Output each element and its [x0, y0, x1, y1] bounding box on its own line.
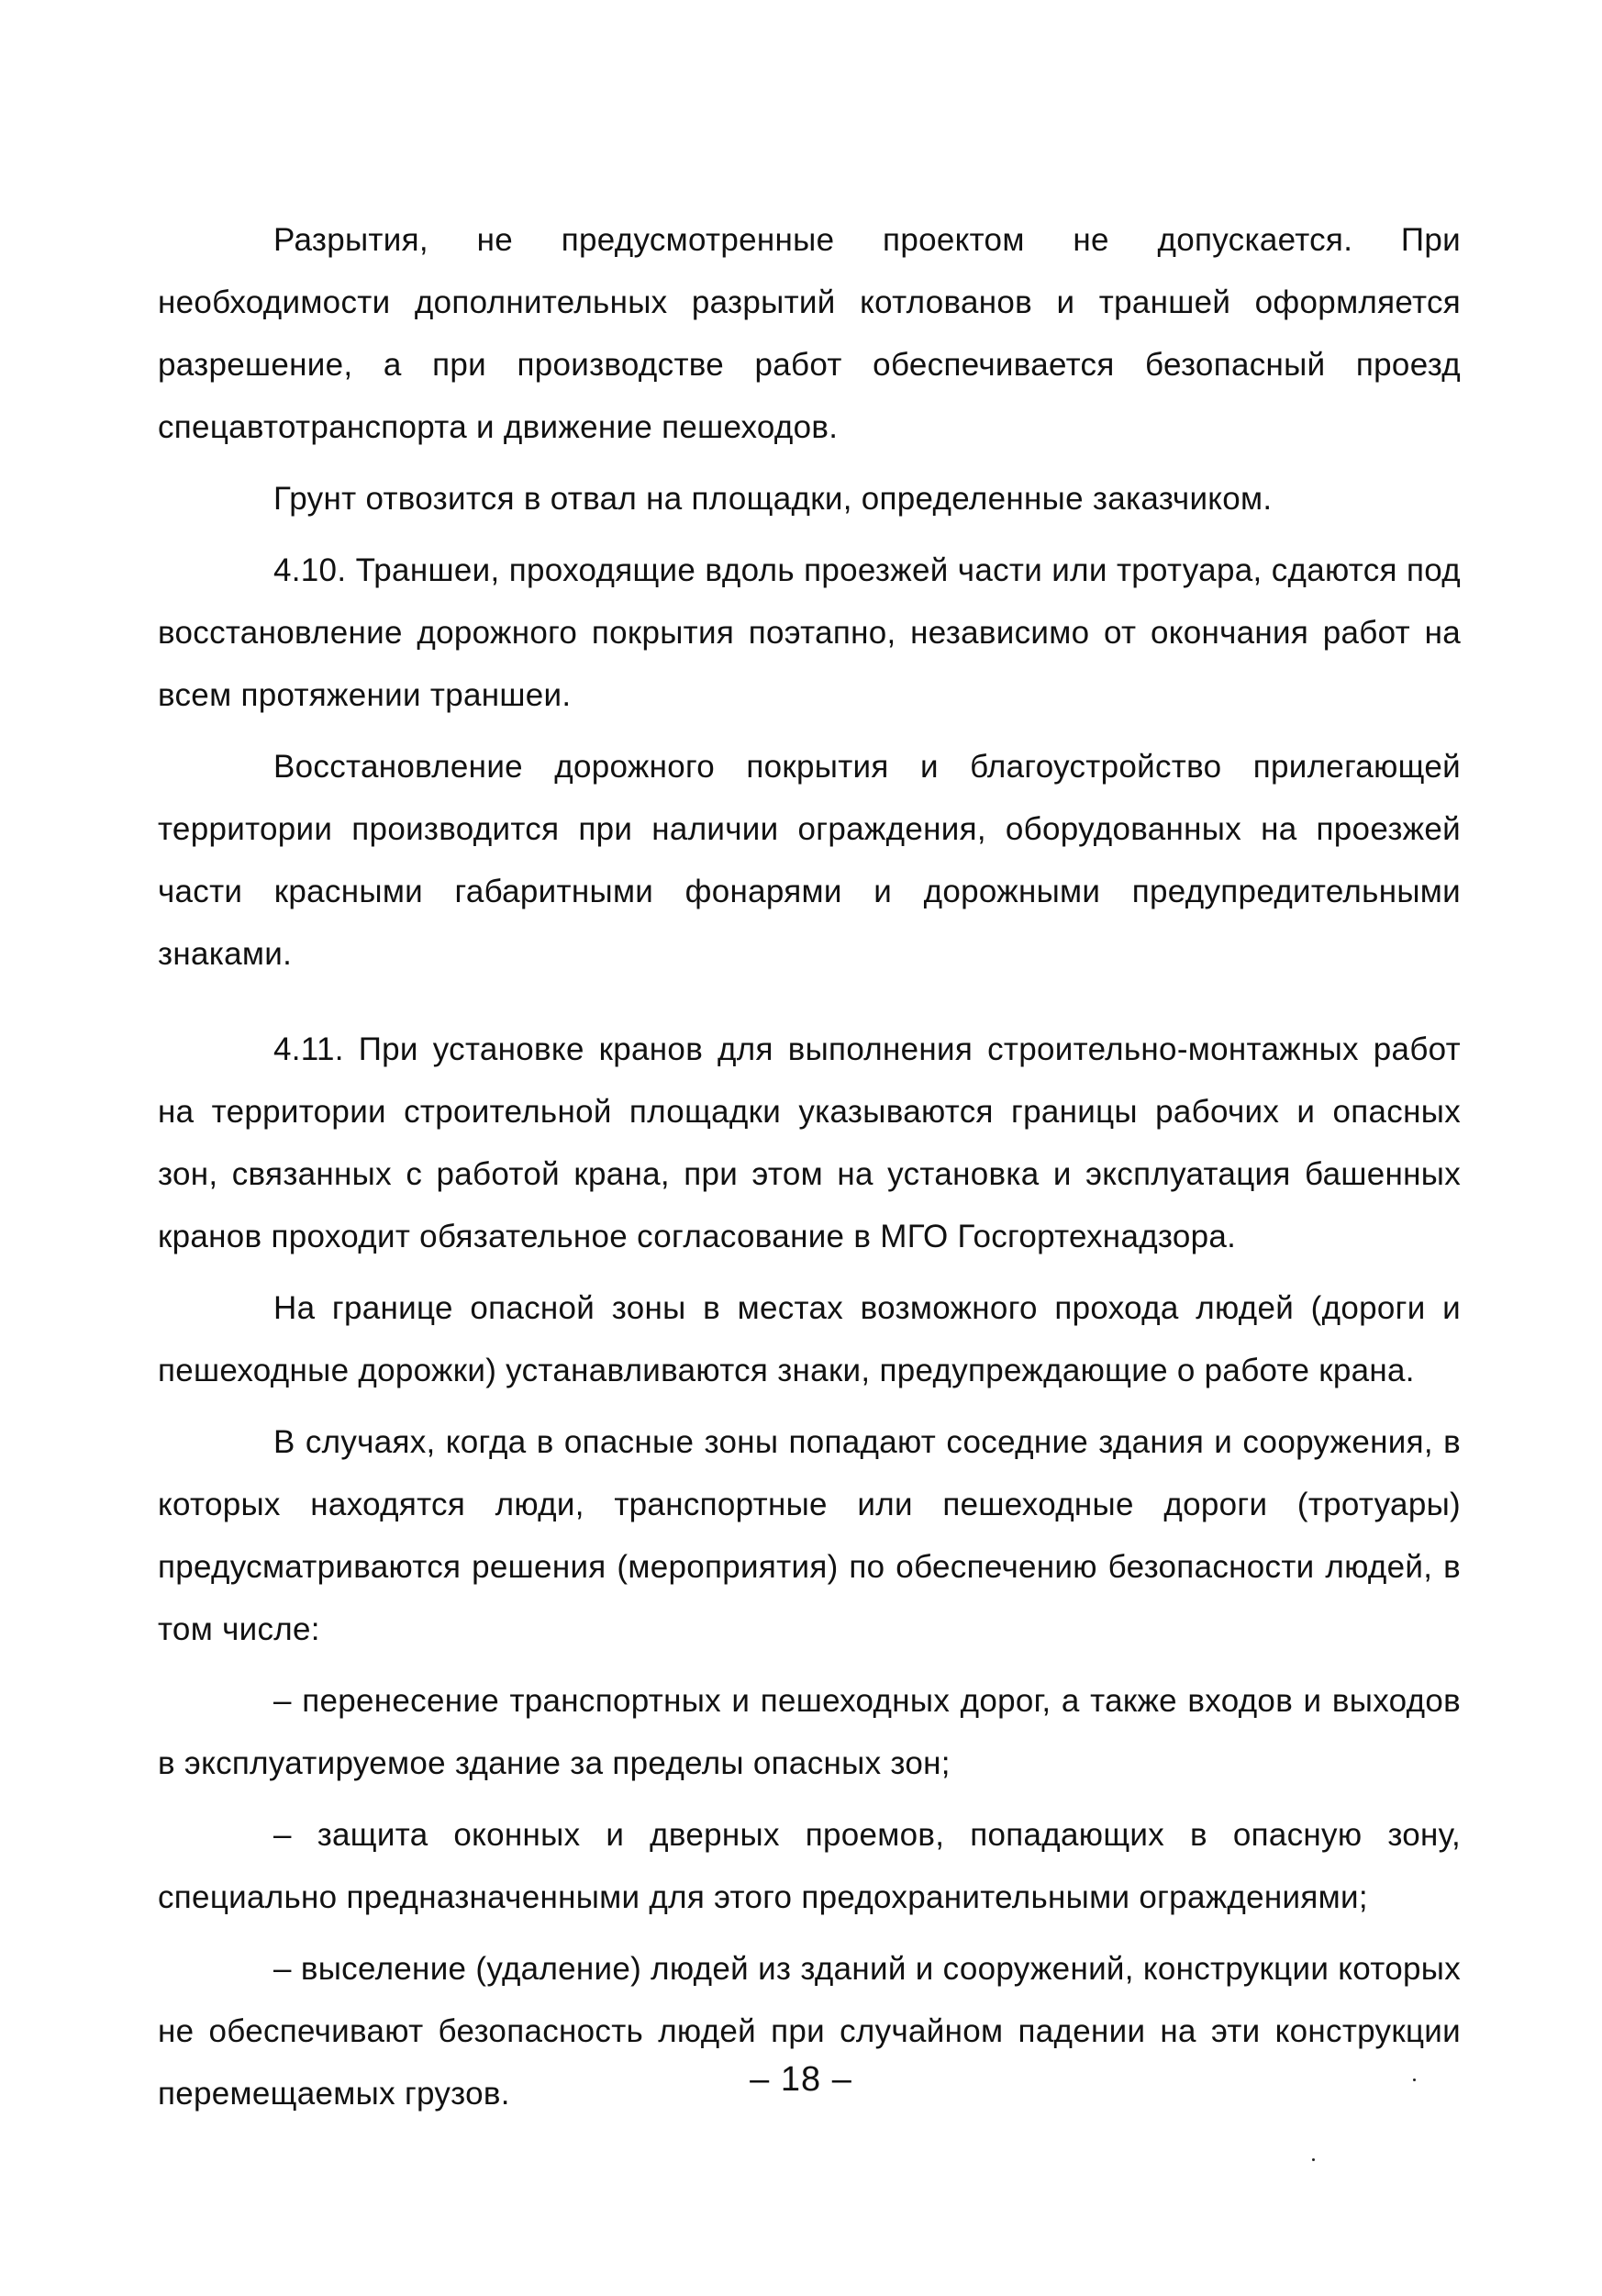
scan-speck — [1312, 2158, 1315, 2161]
paragraph-4-11: 4.11. При установке кранов для выполнения строительно-монтажных работ на территории строительной площадки указываются границы рабочих и опасных зон, связанных с работой крана, при этом на установка и эксплуатация башенных кранов проходит обязательное согласование в МГО Госгортехнадзора. — [158, 1031, 1461, 1254]
paragraph-neighbouring-buildings: В случаях, когда в опасные зоны попадают соседние здания и сооружения, в которых находятся люди, транспортные или пешеходные дороги (тротуары) предусматриваются решения (мероприятия) по обеспечению безопасности людей, в том числе: — [158, 1424, 1461, 1647]
paragraph-excavations: Разрытия, не предусмотренные проектом не допускается. При необходимости дополнительных разрытий котлованов и траншей оформляется разрешение, а при производстве работ обеспечивается безопасный проезд спецавтотранспорта и движение пешеходов. — [158, 222, 1461, 445]
page-number: – 18 – — [750, 2060, 852, 2099]
paragraph-restoration: Восстановление дорожного покрытия и благоустройство прилегающей территории производится при наличии ограждения, оборудованных на проезжей части красными габаритными фонарями и дорожными предупредительными знаками. — [158, 749, 1461, 972]
list-item-window-protection: – защита оконных и дверных проемов, попадающих в опасную зону, специально предназначенными для этого предохранительными ограждениями; — [158, 1817, 1461, 1915]
paragraph-danger-zone-border: На границе опасной зоны в местах возможного прохода людей (дороги и пешеходные дорожки) устанавливаются знаки, предупреждающие о работе крана. — [158, 1290, 1461, 1388]
list-item-evacuation: – выселение (удаление) людей из зданий и сооружений, конструкции которых не обеспечивают безопасность людей при случайном падении на эти конструкции перемещаемых грузов. — [158, 1951, 1461, 2112]
scan-speck — [1413, 2079, 1416, 2081]
paragraph-soil-removal: Грунт отвозится в отвал на площадки, определенные заказчиком. — [273, 481, 1273, 517]
list-item-relocation: – перенесение транспортных и пешеходных дорог, а также входов и выходов в эксплуатируемое здание за пределы опасных зон; — [158, 1683, 1461, 1781]
document-body — [158, 209, 1461, 2125]
paragraph-4-10: 4.10. Траншеи, проходящие вдоль проезжей части или тротуара, сдаются под восстановление дорожного покрытия поэтапно, независимо от окончания работ на всем протяжении траншеи. — [158, 552, 1461, 713]
